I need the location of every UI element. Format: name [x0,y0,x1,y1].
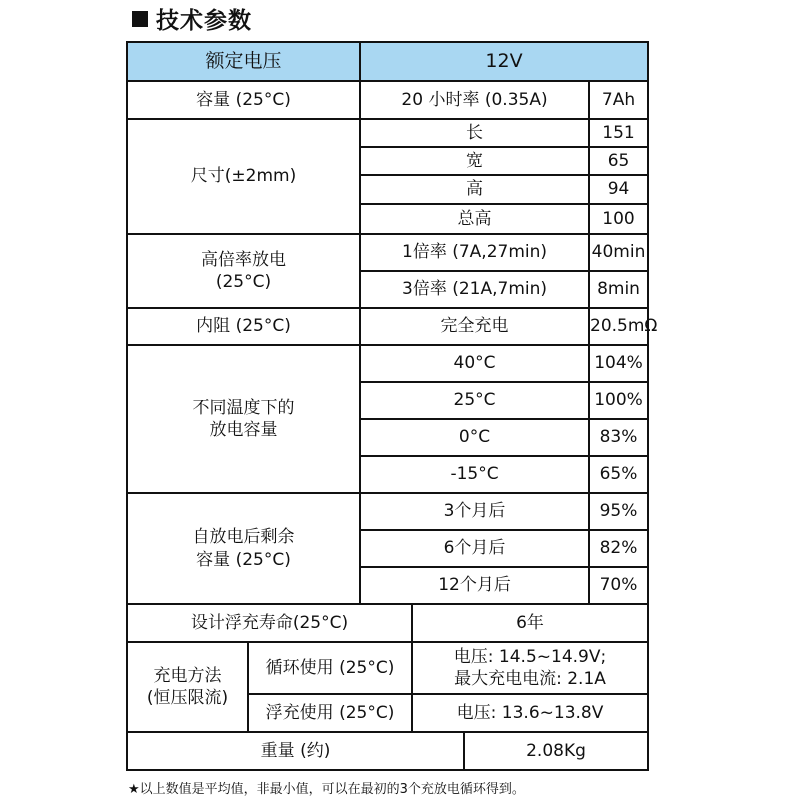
cycle-use-voltage: 电压: 14.5~14.9V; [453,646,607,667]
high-rate-name: 1倍率 (7A,27min) [360,234,589,271]
table-row [127,42,648,81]
section-title-text: 技术参数 [156,8,252,34]
rated-voltage-label: 额定电压 [127,42,360,81]
dimension-value: 100 [589,204,648,234]
charging-method-label-line2: (恒压限流) [146,688,229,708]
table-row [127,604,648,642]
cycle-use-current: 最大充电电流: 2.1A [454,669,606,689]
charging-method-label [127,642,248,732]
temperature-name: 25°C [360,382,589,419]
high-rate-label-line2: (25°C) [215,272,272,292]
dimension-name: 高 [360,175,589,204]
high-rate-value: 40min [589,234,648,271]
capacity-label: 容量 (25°C) [127,81,360,119]
dimension-name: 总高 [360,204,589,234]
dimension-value: 151 [589,119,648,147]
temperature-name: 40°C [360,345,589,382]
temperature-value: 65% [589,456,648,493]
float-life-label: 设计浮充寿命(25°C) [127,604,412,642]
self-discharge-label [127,493,360,604]
dimension-name: 长 [360,119,589,147]
dimension-name: 宽 [360,147,589,175]
self-discharge-value: 70% [589,567,648,604]
temperature-name: -15°C [360,456,589,493]
temperature-capacity-label-line1: 不同温度下的 [192,397,295,418]
table-row [127,234,648,271]
temperature-value: 104% [589,345,648,382]
table-row [127,308,648,345]
temperature-capacity-label [127,345,360,493]
capacity-value: 7Ah [589,81,648,119]
dimensions-label: 尺寸(±2mm) [127,119,360,234]
self-discharge-label-line2: 容量 (25°C) [196,549,291,570]
table-row [127,732,648,770]
capacity-condition: 20 小时率 (0.35A) [360,81,589,119]
rated-voltage-value: 12V [360,42,648,81]
table-row [127,345,648,382]
dimension-value: 65 [589,147,648,175]
section-title [132,2,252,35]
square-bullet-icon [132,11,148,27]
table-row [127,119,648,147]
cycle-use-label: 循环使用 (25°C) [248,642,412,694]
internal-resistance-label: 内阻 (25°C) [127,308,360,345]
temperature-value: 100% [589,382,648,419]
self-discharge-name: 3个月后 [360,493,589,530]
float-life-value: 6年 [412,604,648,642]
high-rate-name: 3倍率 (21A,7min) [360,271,589,308]
high-rate-label-line1: 高倍率放电 [201,249,286,270]
self-discharge-name: 6个月后 [360,530,589,567]
high-rate-value: 8min [589,271,648,308]
cycle-use-value [412,642,648,694]
table-row [127,642,648,694]
table-row [127,493,648,530]
float-use-value: 电压: 13.6~13.8V [412,694,648,732]
weight-label: 重量 (约) [127,732,464,770]
table-row [127,81,648,119]
dimension-value: 94 [589,175,648,204]
charging-method-label-line1: 充电方法 [153,665,222,686]
temperature-value: 83% [589,419,648,456]
temperature-name: 0°C [360,419,589,456]
self-discharge-label-line1: 自放电后剩余 [192,527,295,548]
self-discharge-value: 82% [589,530,648,567]
footnote: ★以上数值是平均值，非最小值，可以在最初的3个充放电循环得到。 [128,782,525,797]
temperature-capacity-label-line2: 放电容量 [209,420,278,440]
high-rate-label [127,234,360,308]
self-discharge-value: 95% [589,493,648,530]
weight-value: 2.08Kg [464,732,648,770]
internal-resistance-condition: 完全充电 [360,308,589,345]
self-discharge-name: 12个月后 [360,567,589,604]
float-use-label: 浮充使用 (25°C) [248,694,412,732]
spec-table [126,41,658,771]
internal-resistance-value: 20.5mΩ [589,308,648,345]
